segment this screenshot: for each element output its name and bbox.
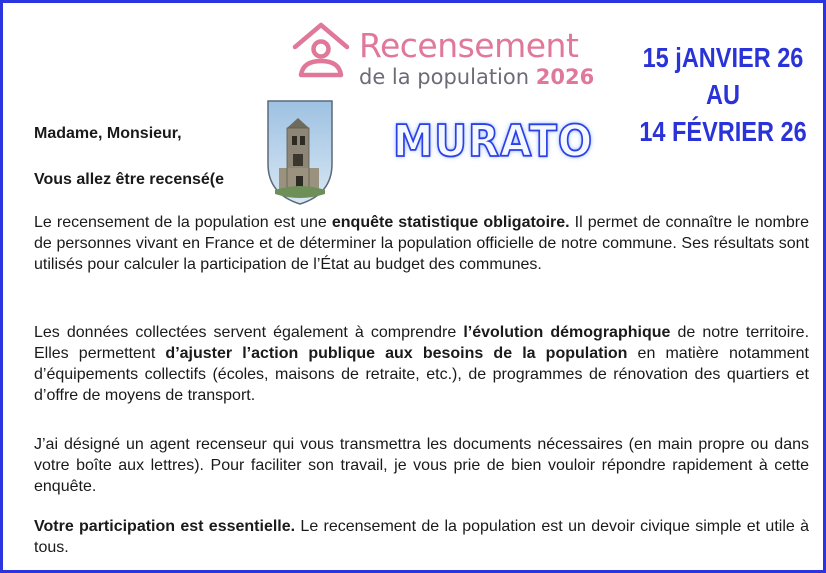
commune-name: MURATO [393, 116, 594, 167]
letter-intro: Vous allez être recensé(e [34, 171, 225, 188]
paragraph-data-usage [34, 322, 809, 406]
census-dates [635, 39, 811, 150]
paragraph-census-agent [34, 434, 809, 497]
paragraph-participation [34, 516, 809, 558]
body-text: en matière notamment d’équipements collectifs (écoles, maisons de retraite, etc.), de programmes de rénovation des quartiers et d’offre de moyens de transport. [34, 345, 809, 404]
body-text: Le recensement de la population est un devoir civique simple et utile à tous. [34, 518, 810, 556]
church-tower-crest-icon [265, 98, 335, 206]
emphasis-text: enquête statistique obligatoire. [331, 214, 570, 231]
logo-subtitle [359, 67, 594, 88]
body-text: J’ai désigné un agent recenseur qui vous transmettra les documents nécessaires (en main propre ou dans votre boîte aux lettres). Pour faciliter son travail, je vous prie de bien vouloir répondre rapidement à cette enquête. [34, 436, 809, 495]
body-text: Les données collectées servent également à comprendre [34, 324, 464, 341]
house-person-icon [289, 17, 353, 81]
census-logo [289, 17, 599, 87]
date-separator: AU [706, 79, 740, 110]
letter-salutation: Madame, Monsieur, [34, 125, 182, 142]
body-text: Le recensement de la population est une [34, 214, 332, 231]
body-text: Il permet de connaître le nombre de personnes vivant en France et de déterminer la population officielle de notre commune. Ses résultats sont utilisés pour calculer la participation de l’État au budget des communes. [34, 214, 809, 273]
paragraph-purpose [34, 212, 809, 275]
date-end: 14 FÉVRIER 26 [639, 116, 807, 147]
logo-subtitle-text: de la population [359, 65, 530, 89]
body-text: de notre territoire. Elles permettent [34, 324, 810, 362]
date-start: 15 jANVIER 26 [642, 42, 804, 73]
logo-year: 2026 [535, 65, 595, 89]
logo-title: Recensement [359, 26, 579, 65]
emphasis-text: Votre participation est essentielle. [34, 518, 296, 535]
emphasis-text: d’ajuster l’action publique aux besoins de la population [165, 345, 628, 362]
emphasis-text: l’évolution démographique [463, 324, 671, 341]
